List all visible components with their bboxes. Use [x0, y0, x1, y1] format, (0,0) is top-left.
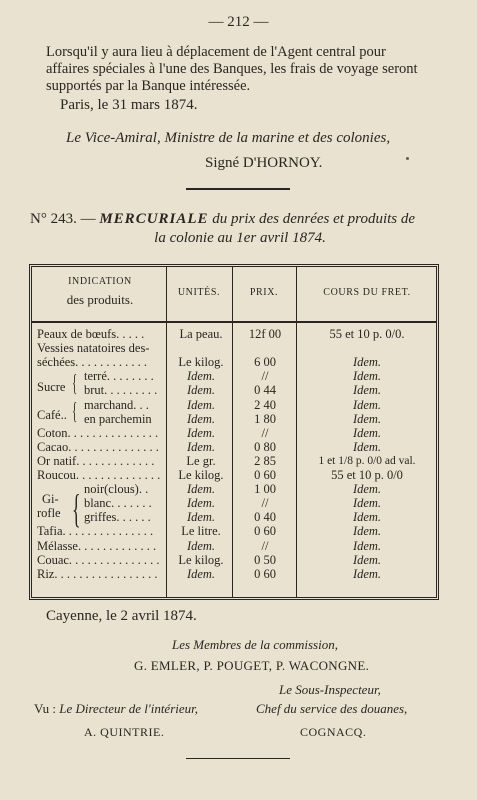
- table-row: [32, 369, 436, 383]
- cell-unit: Idem.: [186, 369, 216, 384]
- intro-paragraph: [46, 44, 446, 95]
- cell-unit: Idem.: [186, 538, 216, 553]
- name-quintrie: A. QUINTRIE.: [84, 725, 165, 739]
- group-label-cafe: Café..: [37, 408, 67, 422]
- table-row: [32, 327, 436, 341]
- header-fret: COURS DU FRET.: [323, 287, 411, 298]
- sous-inspecteur: Le Sous-Inspecteur,: [279, 682, 381, 697]
- signature: Signé D'HORNOY.: [205, 155, 323, 171]
- title-heading-rest: du prix des denrées et produits de: [208, 211, 416, 227]
- cell-price: 0 40: [254, 510, 276, 525]
- cell-freight: 55 et 10 p. 0/0: [331, 468, 403, 482]
- cell-price: //: [261, 496, 269, 511]
- table-row: [32, 496, 436, 510]
- cell-unit: Idem.: [186, 397, 216, 412]
- cell-product-name: terré. . . . . . . .: [84, 369, 154, 384]
- cell-price: 2 85: [254, 453, 276, 468]
- vu-label: Vu :: [34, 701, 56, 716]
- cell-unit: Idem.: [186, 439, 216, 454]
- title-number: N° 243.: [30, 211, 77, 227]
- cell-product-name: séchées. . . . . . . . . . . .: [37, 355, 148, 370]
- group-label-girofle-2: rofle: [37, 506, 61, 520]
- mercuriale-table: [29, 264, 439, 600]
- cell-price: 0 44: [254, 383, 276, 398]
- cell-freight: Idem.: [352, 482, 382, 497]
- cell-product-name: Coton. . . . . . . . . . . . . . .: [37, 425, 159, 440]
- cell-product-name: Or natif. . . . . . . . . . . . .: [37, 453, 155, 468]
- table-row: [32, 398, 436, 412]
- cell-unit: Le gr.: [186, 453, 216, 468]
- table-row: [32, 454, 436, 468]
- cell-freight: 1 et 1/8 p. 0/0 ad val.: [318, 454, 416, 467]
- table-row: [32, 426, 436, 440]
- cell-product-name: blanc. . . . . . .: [84, 496, 152, 511]
- group-label-sucre: Sucre: [37, 380, 66, 394]
- cell-freight: Idem.: [352, 439, 382, 454]
- signer-title: Le Vice-Amiral, Ministre de la marine et des colonies,: [66, 130, 391, 146]
- cell-product-name: marchand. . .: [84, 397, 149, 412]
- cell-unit: Idem.: [186, 411, 216, 426]
- cell-price: 0 60: [254, 468, 276, 482]
- closing-date: Cayenne, le 2 avril 1874.: [46, 608, 197, 624]
- stamp-dot: [406, 157, 409, 160]
- directeur-label: Le Directeur de l'intérieur,: [59, 701, 199, 716]
- cell-freight: Idem.: [352, 411, 382, 426]
- cell-product-name: Roucou. . . . . . . . . . . . . .: [37, 468, 161, 482]
- separator-rule: [186, 188, 290, 190]
- vu-line: [34, 700, 198, 717]
- cell-unit: Le litre.: [181, 524, 221, 539]
- table-row: [32, 539, 436, 553]
- cell-product-name: Mélasse. . . . . . . . . . . . .: [37, 538, 157, 553]
- table-row: [32, 412, 436, 426]
- document-title: [30, 210, 450, 248]
- bottom-rule: [186, 758, 290, 759]
- title-line-1: [30, 210, 450, 229]
- table-row: [32, 553, 436, 567]
- cell-freight: Idem.: [352, 369, 382, 384]
- brace-sucre: {: [72, 371, 78, 397]
- title-mercuriale: MERCURIALE: [99, 211, 209, 227]
- table-row: [32, 355, 436, 369]
- cell-unit: Le kilog.: [178, 468, 224, 482]
- cell-freight: Idem.: [352, 397, 382, 412]
- cell-price: 1 00: [254, 482, 276, 497]
- header-prix: PRIX.: [249, 287, 279, 298]
- intro-line-2: affaires spéciales à l'une des Banques, les frais de voyage seront: [46, 61, 418, 77]
- table-row: [32, 482, 436, 496]
- table-row: [32, 341, 436, 355]
- cell-price: 0 50: [254, 552, 276, 567]
- cell-freight: Idem.: [352, 355, 382, 370]
- intro-date: Paris, le 31 mars 1874.: [60, 97, 198, 113]
- cell-product-name: Peaux de bœufs. . . . .: [37, 327, 145, 341]
- cell-freight: Idem.: [352, 538, 382, 553]
- name-cognacq: COGNACQ.: [300, 725, 367, 739]
- cell-price: //: [261, 538, 269, 553]
- cell-unit: Idem.: [186, 425, 216, 440]
- intro-line-3: supportés par la Banque intéressée.: [46, 78, 251, 94]
- header-indication: INDICATION: [68, 276, 132, 287]
- cell-freight: Idem.: [352, 566, 382, 581]
- cell-product-name: brut. . . . . . . . .: [84, 383, 158, 398]
- cell-unit: Idem.: [186, 566, 216, 581]
- cell-product-name: Cacao. . . . . . . . . . . . . . .: [37, 439, 159, 454]
- cell-unit: Idem.: [186, 383, 216, 398]
- cell-freight: Idem.: [352, 552, 382, 567]
- header-separator: [32, 321, 436, 323]
- cell-unit: Le kilog.: [178, 552, 224, 567]
- table-row: [32, 524, 436, 538]
- table-row: [32, 510, 436, 524]
- cell-freight: Idem.: [352, 496, 382, 511]
- cell-price: 1 80: [254, 411, 276, 426]
- cell-unit: La peau.: [179, 327, 223, 341]
- cell-freight: Idem.: [352, 524, 382, 539]
- page-number: — 212 —: [208, 14, 269, 30]
- cell-product-name: Couac. . . . . . . . . . . . . . .: [37, 552, 160, 567]
- title-line-2: la colonie au 1er avril 1874.: [154, 230, 326, 246]
- cell-price: 2 40: [254, 397, 276, 412]
- table-row: [32, 383, 436, 397]
- cell-freight: Idem.: [352, 510, 382, 525]
- cell-price: //: [261, 369, 269, 384]
- cell-product-name: griffes. . . . . .: [84, 510, 151, 525]
- cell-product-name: Riz. . . . . . . . . . . . . . . . .: [37, 566, 158, 581]
- commission-members: G. EMLER, P. POUGET, P. WACONGNE.: [134, 658, 370, 673]
- cell-price: //: [261, 425, 269, 440]
- cell-price: 12f 00: [248, 327, 282, 341]
- group-label-girofle-1: Gi-: [42, 492, 59, 506]
- cell-unit: Idem.: [186, 496, 216, 511]
- brace-cafe: {: [72, 399, 78, 425]
- intro-line-1: Lorsqu'il y aura lieu à déplacement de l'Agent central pour: [46, 44, 386, 60]
- cell-product-name: en parchemin: [84, 411, 152, 426]
- cell-price: 0 60: [254, 566, 276, 581]
- title-dash: —: [76, 211, 100, 227]
- header-unites: UNITÉS.: [177, 287, 221, 298]
- cell-unit: Le kilog.: [178, 355, 224, 370]
- cell-unit: Idem.: [186, 510, 216, 525]
- header-produits: des produits.: [66, 292, 134, 307]
- table-row: [32, 440, 436, 454]
- commission-label: Les Membres de la commission,: [172, 637, 338, 652]
- cell-price: 6 00: [254, 355, 276, 370]
- cell-price: 0 60: [254, 524, 276, 539]
- cell-price: 0 80: [254, 439, 276, 454]
- cell-freight: Idem.: [352, 383, 382, 398]
- table-row: [32, 567, 436, 581]
- chef-service: Chef du service des douanes,: [256, 701, 408, 716]
- cell-product-name: noir(clous). .: [84, 482, 149, 497]
- cell-freight: Idem.: [352, 425, 382, 440]
- cell-product-name: Tafia. . . . . . . . . . . . . . .: [37, 524, 154, 539]
- cell-unit: Idem.: [186, 482, 216, 497]
- table-row: [32, 468, 436, 482]
- cell-freight: 55 et 10 p. 0/0.: [329, 327, 405, 341]
- cell-product-name: Vessies natatoires des-: [37, 341, 150, 356]
- brace-girofle: {: [72, 486, 81, 531]
